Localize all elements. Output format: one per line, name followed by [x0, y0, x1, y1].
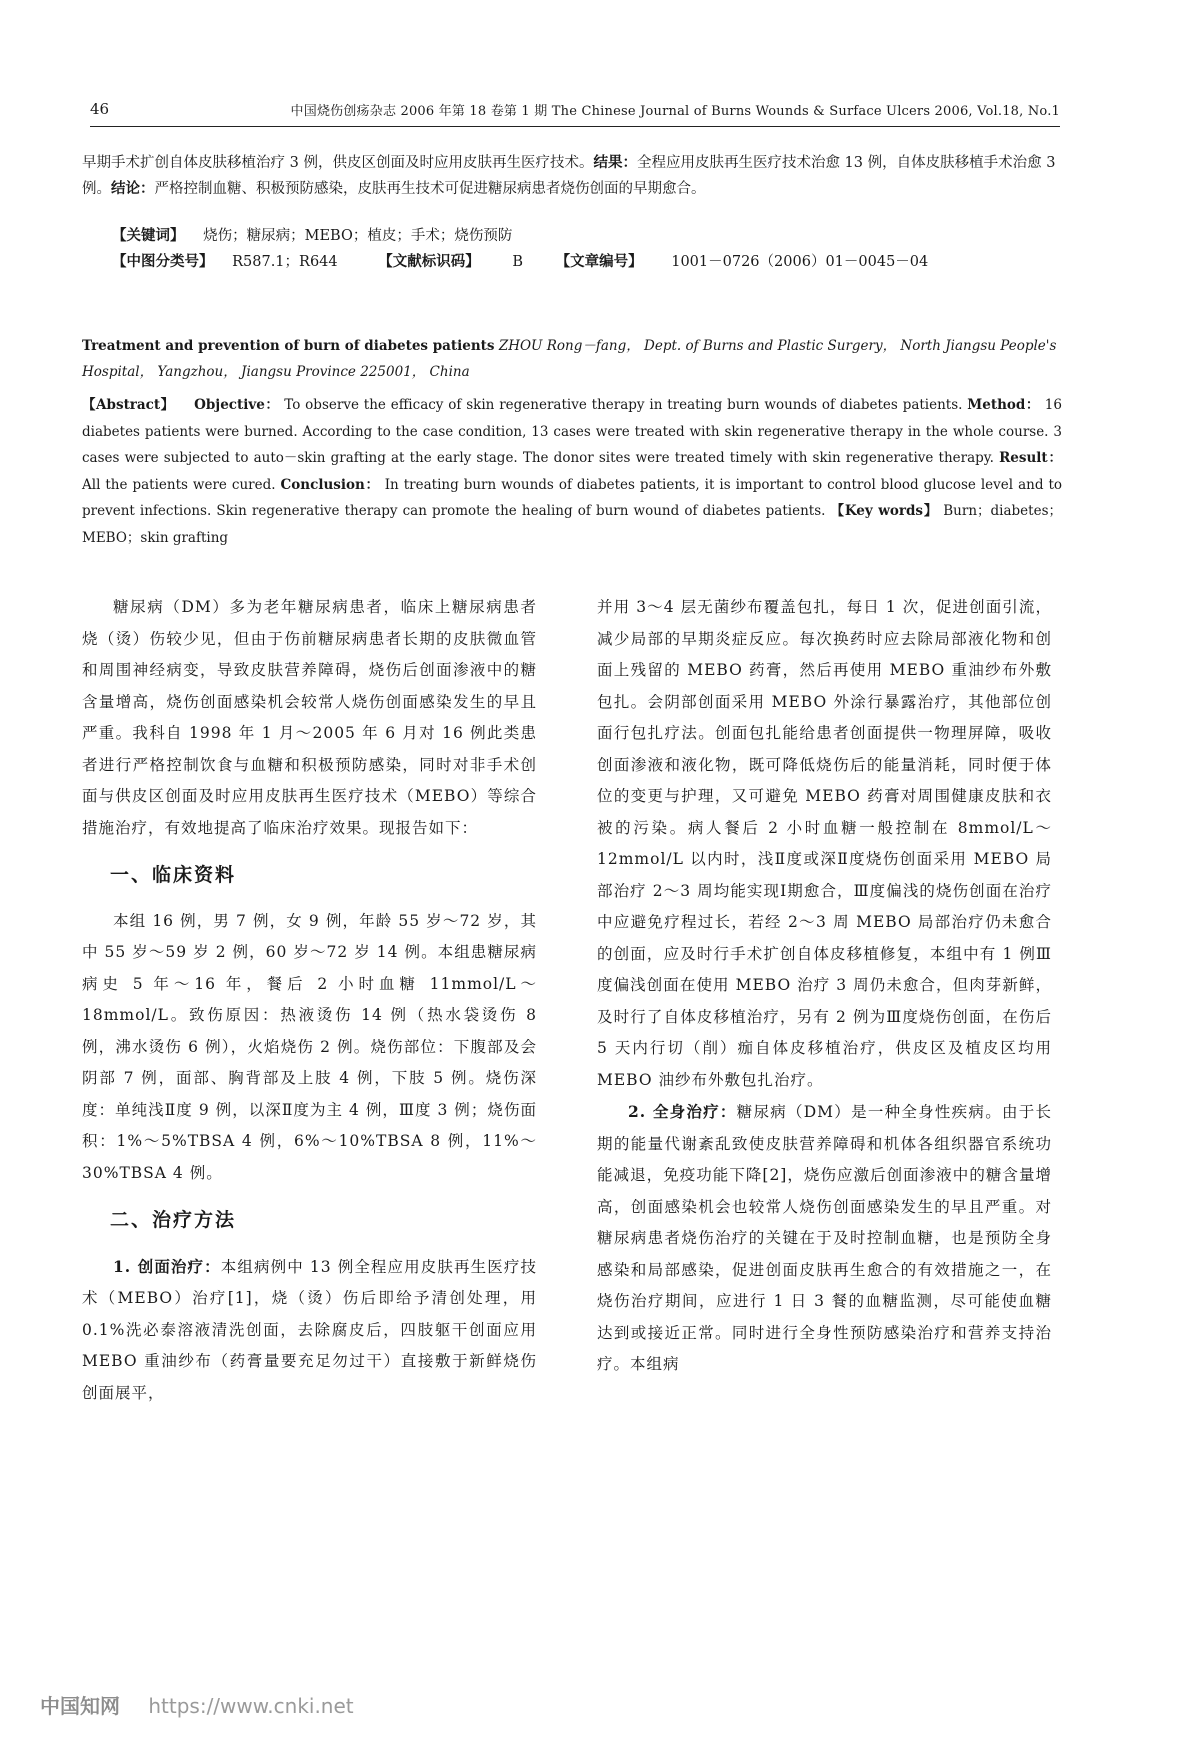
section1-paragraph: 本组 16 例，男 7 例，女 9 例，年龄 55 岁～72 岁，其中 55 岁～59 岁 2 例，60 岁～72 岁 14 例。本组患糖尿病病史 5 年～16 年，餐后 2 小时血糖 11mmol/L～18mmol/L。致伤原因：热液烫伤 14 例（热水袋烫伤 8 例，沸水烫伤 6 例），火焰烧伤 2 例。烧伤部位：下腹部及会阴部 7 例，面部、胸背部及上肢 4 例，下肢 5 例。烧伤深度：单纯浅Ⅱ度 9 例，以深Ⅱ度为主 4 例，Ⅲ度 3 例；烧伤面积：1%～5%TBSA 4 例，6%～10%TBSA 8 例，11%～30%TBSA 4 例。	[82, 911, 537, 1182]
keywords-cn-label: 【关键词】	[112, 227, 185, 244]
wound-treatment-continued: 并用 3～4 层无菌纱布覆盖包扎，每日 1 次，促进创面引流，减少局部的早期炎症反应。每次换药时应去除局部液化物和创面上残留的 MEBO 药膏，然后再使用 MEBO 重油纱布外敷包扎。会阴部创面采用 MEBO 外涂行暴露治疗，其他部位创面行包扎疗法。创面包扎能给患者创面提供一物理屏障，吸收创面渗液和液化物，既可降低烧伤后的能量消耗，同时便于体位的变更与护理，又可避免 MEBO 药膏对周围健康皮肤和衣被的污染。病人餐后 2 小时血糖一般控制在 8mmol/L～12mmol/L 以内时，浅Ⅱ度或深Ⅱ度烧伤创面采用 MEBO 局部治疗 2～3 周均能实现Ⅰ期愈合，Ⅲ度偏浅的烧伤创面在治疗中应避免疗程过长，若经 2～3 周 MEBO 局部治疗仍未愈合的创面，应及时行手术扩创自体皮移植修复，本组中有 1 例Ⅲ度偏浅创面在使用 MEBO 治疗 3 周仍未愈合，但肉芽新鲜，及时行了自体皮移植治疗，另有 2 例为Ⅲ度烧伤创面，在伤后 5 天内行切（削）痂自体皮移植治疗，供皮区及植皮区均用 MEBO 油纱布外敷包扎治疗。	[597, 598, 1052, 1089]
conclusion-label: Conclusion：	[280, 476, 380, 493]
right-column	[597, 592, 1052, 1381]
clc-label: 【中图分类号】	[112, 253, 214, 270]
conclusion-text: In treating burn wounds of diabetes patients, it is important to control blood glucose level and to prevent infections. Skin regenerative therapy can promote the healing of burn wound of diabetes patients.	[82, 476, 1063, 519]
wound-treatment-text: 本组病例中 13 例全程应用皮肤再生医疗技术（MEBO）治疗[1]，烧（烫）伤后即给予清创处理，用 0.1%洗必泰溶液清洗创面，去除腐皮后，四肢躯干创面应用 MEBO 重油纱布（药膏量要充足勿过干）直接敷于新鲜烧伤创面展平，	[82, 1257, 537, 1402]
classification-row	[112, 250, 928, 271]
objective-text: To observe the efficacy of skin regenerative therapy in treating burn wounds of diabetes patients.	[284, 397, 963, 413]
keywords-cn-text: 烧伤；糖尿病；MEBO；植皮；手术；烧伤预防	[203, 228, 513, 244]
abstract-label: 【Abstract】	[82, 397, 175, 413]
watermark-footer	[40, 1690, 354, 1719]
article-label: 【文章编号】	[555, 253, 643, 270]
systemic-treatment-text: 糖尿病（DM）是一种全身性疾病。由于长期的能量代谢紊乱致使皮肤营养障碍和机体各组织器官系统功能减退，免疫功能下降[2]，烧伤应激后创面渗液中的糖含量增高，创面感染机会也较常人烧伤创面感染发生的早且严重。对糖尿病患者烧伤治疗的关键在于及时控制血糖，也是预防全身感染和局部感染，促进创面皮肤再生愈合的有效措施之一，在烧伤治疗期间，应进行 1 日 3 餐的血糖监测，尽可能使血糖达到或接近正常。同时进行全身性预防感染治疗和营养支持治疗。本组病	[597, 1103, 1052, 1373]
result-text-cn: 全程应用皮肤再生医疗技术治愈 13 例，自体皮肤移植手术治愈 3 例。	[82, 155, 1056, 197]
english-affiliation: ZHOU Rong－fang， Dept. of Burns and Plastic Surgery， North Jiangsu People's Hospital， Yangzhou， Jiangsu Province 225001， China	[82, 338, 1057, 380]
systemic-treatment-paragraph	[597, 1096, 1052, 1381]
systemic-treatment-label: 2. 全身治疗：	[628, 1102, 737, 1121]
abstract-cn	[82, 150, 1062, 202]
conclusion-label-cn: 结论：	[111, 180, 155, 197]
method-text: 16 diabetes patients were burned. According to the case condition, 13 cases were treated with skin regenerative therapy in the whole course. 3 cases were subjected to auto－skin grafting at the early stage. The donor sites were treated timely with skin regenerative therapy.	[82, 397, 1062, 466]
method-label: Method：	[967, 397, 1040, 413]
doc-value: B	[512, 254, 524, 270]
english-title-block	[82, 333, 1062, 385]
result-label-cn: 结果：	[593, 154, 637, 171]
english-title: Treatment and prevention of burn of diabetes patients	[82, 338, 495, 354]
article-value: 1001－0726（2006）01－0045－04	[671, 254, 929, 270]
running-head: 中国烧伤创疡杂志 2006 年第 18 卷第 1 期 The Chinese Journal of Burns Wounds & Surface Ulcers 2006, Vol.18, No.1	[290, 104, 1060, 119]
section2-heading: 二、治疗方法	[110, 1209, 237, 1231]
objective-label: Objective：	[194, 397, 280, 413]
wound-treatment-paragraph	[82, 1251, 537, 1410]
page-number: 46	[90, 100, 110, 118]
section1-heading: 一、临床资料	[110, 864, 237, 886]
result-label: Result：	[999, 450, 1062, 466]
conclusion-text-cn: 严格控制血糖、积极预防感染，皮肤再生技术可促进糖尿病患者烧伤创面的早期愈合。	[154, 181, 706, 197]
keywords-cn	[112, 224, 512, 245]
keywords-text: Burn；diabetes；MEBO；skin grafting	[82, 503, 1062, 546]
left-column	[82, 592, 537, 1409]
doc-label: 【文献标识码】	[378, 253, 480, 270]
cnki-url[interactable]: https://www.cnki.net	[148, 1694, 354, 1718]
english-abstract	[82, 392, 1062, 551]
page-header	[90, 96, 1060, 127]
wound-treatment-label: 1. 创面治疗：	[113, 1256, 221, 1276]
intro-paragraph: 糖尿病（DM）多为老年糖尿病患者，临床上糖尿病患者烧（烫）伤较少见，但由于伤前糖尿病患者长期的皮肤微血管和周围神经病变，导致皮肤营养障碍，烧伤后创面渗液中的糖含量增高，烧伤创面感染机会较常人烧伤创面感染发生的早且严重。我科自 1998 年 1 月～2005 年 6 月对 16 例此类患者进行严格控制饮食与血糖和积极预防感染，同时对非手术创面与供皮区创面及时应用皮肤再生医疗技术（MEBO）等综合措施治疗，有效地提高了临床治疗效果。现报告如下：	[82, 598, 537, 837]
result-text: All the patients were cured.	[82, 476, 276, 493]
keywords-label: 【Key words】	[830, 503, 939, 519]
abstract-cn-start: 早期手术扩创自体皮肤移植治疗 3 例，供皮区创面及时应用皮肤再生医疗技术。	[82, 155, 594, 171]
cnki-brand: 中国知网	[40, 1694, 120, 1718]
clc-value: R587.1；R644	[232, 254, 338, 270]
